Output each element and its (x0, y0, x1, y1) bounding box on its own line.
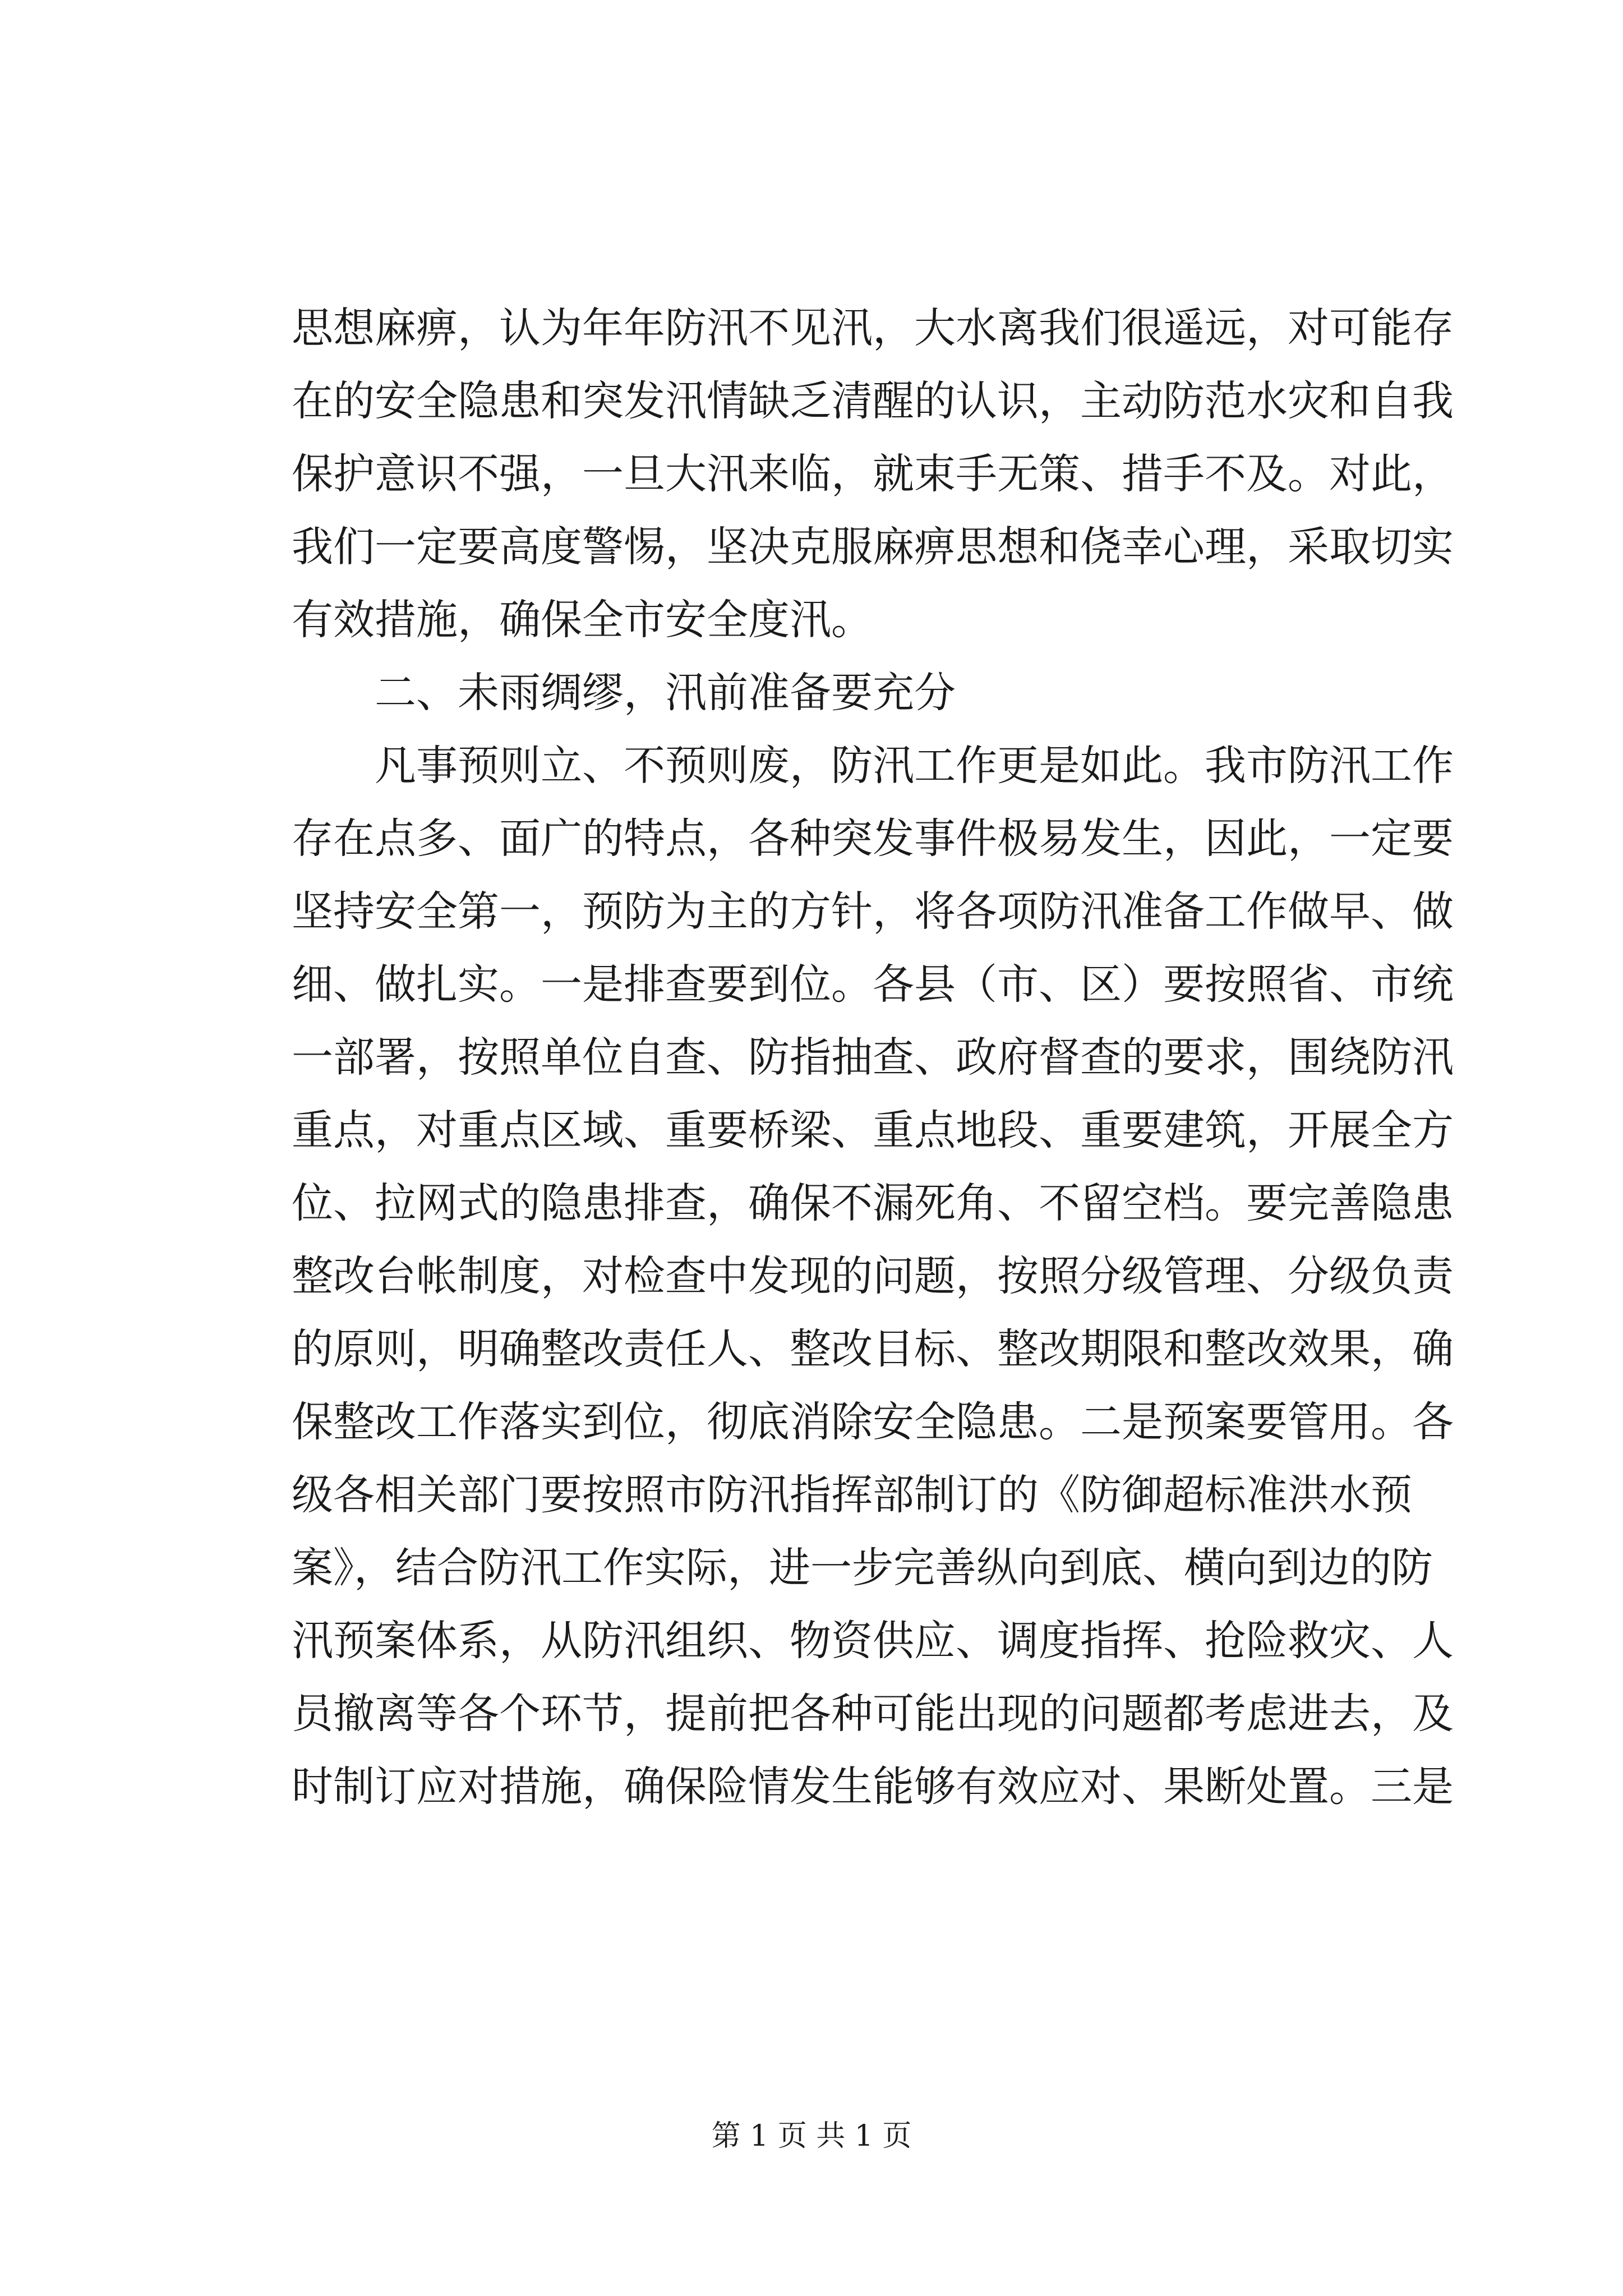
text-line: 重点，对重点区域、重要桥梁、重点地段、重要建筑，开展全方 (292, 1106, 1454, 1154)
text-line: 汛预案体系，从防汛组织、物资供应、调度指挥、抢险救灾、人 (292, 1617, 1454, 1665)
text-line: 级各相关部门要按照市防汛指挥部制订的《防御超标准洪水预 (292, 1471, 1412, 1519)
text-line: 保整改工作落实到位，彻底消除安全隐患。二是预案要管用。各 (292, 1398, 1454, 1446)
text-line: 有效措施，确保全市安全度汛。 (292, 596, 873, 644)
section-heading: 二、未雨绸缪，汛前准备要充分 (375, 669, 956, 717)
text-line: 细、做扎实。一是排查要到位。各县（市、区）要按照省、市统 (292, 960, 1454, 1009)
text-line: 一部署，按照单位自查、防指抽查、政府督查的要求，围绕防汛 (292, 1033, 1454, 1082)
text-line: 坚持安全第一，预防为主的方针，将各项防汛准备工作做早、做 (292, 887, 1454, 936)
page-number: 第 1 页 共 1 页 (711, 2119, 912, 2153)
text-line: 我们一定要高度警惕，坚决克服麻痹思想和侥幸心理，采取切实 (292, 523, 1454, 571)
text-line: 存在点多、面广的特点，各种突发事件极易发生，因此，一定要 (292, 815, 1454, 863)
text-line: 位、拉网式的隐患排查，确保不漏死角、不留空档。要完善隐患 (292, 1179, 1454, 1227)
text-line: 员撤离等各个环节，提前把各种可能出现的问题都考虑进去，及 (292, 1690, 1454, 1738)
text-line: 在的安全隐患和突发汛情缺乏清醒的认识，主动防范水灾和自我 (292, 377, 1454, 425)
text-line: 凡事预则立、不预则废，防汛工作更是如此。我市防汛工作 (375, 742, 1454, 790)
text-line: 的原则，明确整改责任人、整改目标、整改期限和整改效果，确 (292, 1325, 1454, 1373)
text-line: 时制订应对措施，确保险情发生能够有效应对、果断处置。三是 (292, 1763, 1454, 1811)
text-line: 思想麻痹，认为年年防汛不见汛，大水离我们很遥远，对可能存 (292, 304, 1454, 352)
text-line: 保护意识不强，一旦大汛来临，就束手无策、措手不及。对此， (292, 450, 1454, 498)
page-footer (0, 2118, 1623, 2154)
text-line: 整改台帐制度，对检查中发现的问题，按照分级管理、分级负责 (292, 1252, 1454, 1300)
body-text (292, 292, 1454, 1823)
text-line: 案》，结合防汛工作实际，进一步完善纵向到底、横向到边的防 (292, 1544, 1433, 1592)
